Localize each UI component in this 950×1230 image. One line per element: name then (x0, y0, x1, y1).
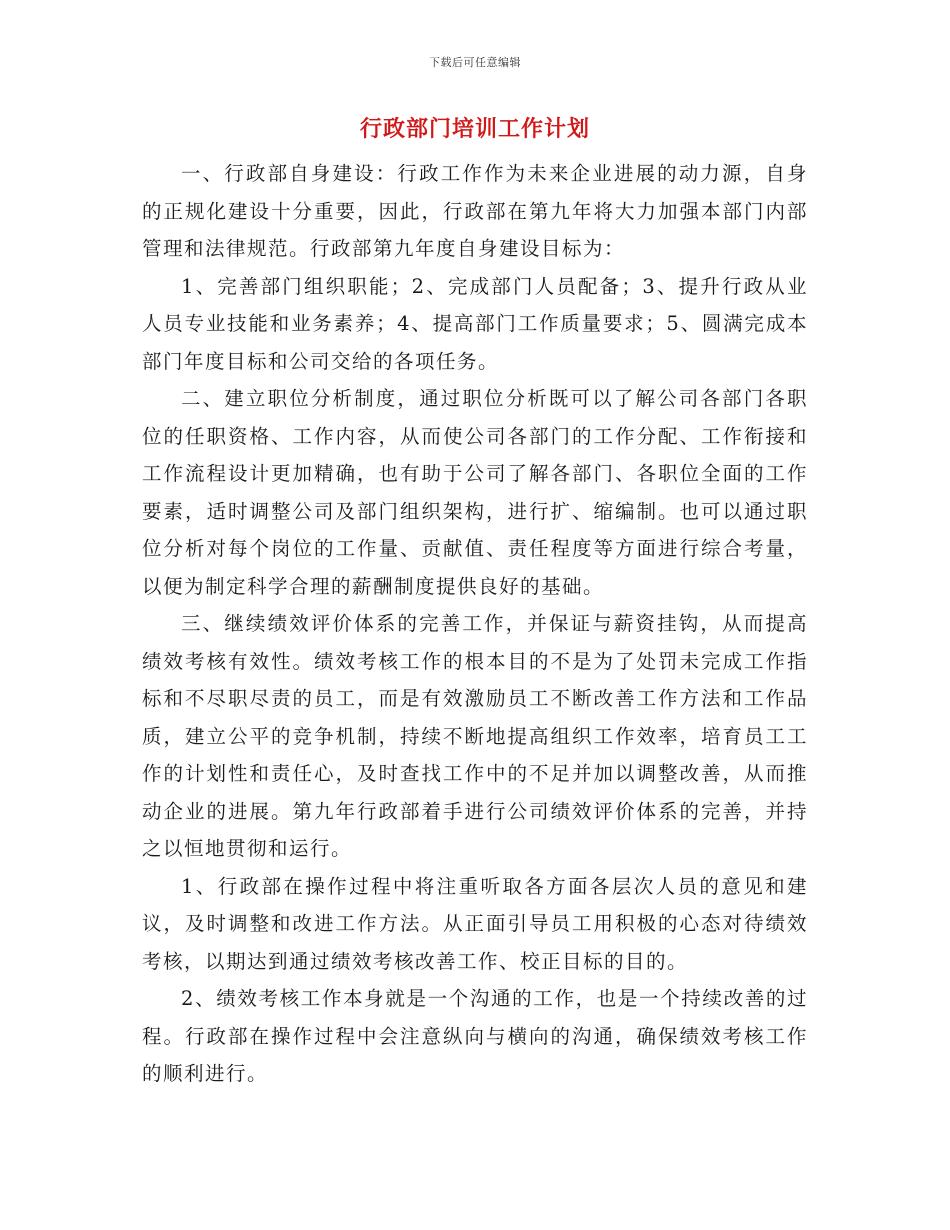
paragraph-goals-list: 1、完善部门组织职能；2、完成部门人员配备；3、提升行政从业人员专业技能和业务素养；4、提高部门工作质量要求；5、圆满完成本部门年度目标和公司交给的各项任务。 (142, 274, 808, 373)
paragraph-item-2: 2、绩效考核工作本身就是一个沟通的工作，也是一个持续改善的过程。行政部在操作过程中会注意纵向与横向的沟通，确保绩效考核工作的顺利进行。 (142, 987, 808, 1085)
page-header-note: 下载后可任意编辑 (429, 56, 521, 69)
paragraph-section-1: 一、行政部自身建设：行政工作作为未来企业进展的动力源，自身的正规化建设十分重要，因此，行政部在第九年将大力加强本部门内部管理和法律规范。行政部第九年度自身建设目标为： (142, 162, 808, 260)
paragraph-section-2: 二、建立职位分析制度，通过职位分析既可以了解公司各部门各职位的任职资格、工作内容，从而使公司各部门的工作分配、工作衔接和工作流程设计更加精确，也有助于公司了解各部门、各职位全面的工作要素，适时调整公司及部门组织架构，进行扩、缩编制。也可以通过职位分析对每个岗位的工作量、贡献值、责任程度等方面进行综合考量，以便为制定科学合理的薪酬制度提供良好的基础。 (142, 387, 808, 598)
document-body (142, 155, 808, 1093)
document-title: 行政部门培训工作计划 (359, 116, 590, 142)
paragraph-section-3: 三、继续绩效评价体系的完善工作，并保证与薪资挂钩，从而提高绩效考核有效性。绩效考核工作的根本目的不是为了处罚未完成工作指标和不尽职尽责的员工，而是有效激励员工不断改善工作方法和工作品质，建立公平的竞争机制，持续不断地提高组织工作效率，培育员工工作的计划性和责任心，及时查找工作中的不足并加以调整改善，从而推动企业的进展。第九年行政部着手进行公司绩效评价体系的完善，并持之以恒地贯彻和运行。 (142, 612, 808, 860)
paragraph-item-1: 1、行政部在操作过程中将注重听取各方面各层次人员的意见和建议，及时调整和改进工作方法。从正面引导员工用积极的心态对待绩效考核，以期达到通过绩效考核改善工作、校正目标的目的。 (142, 874, 808, 973)
